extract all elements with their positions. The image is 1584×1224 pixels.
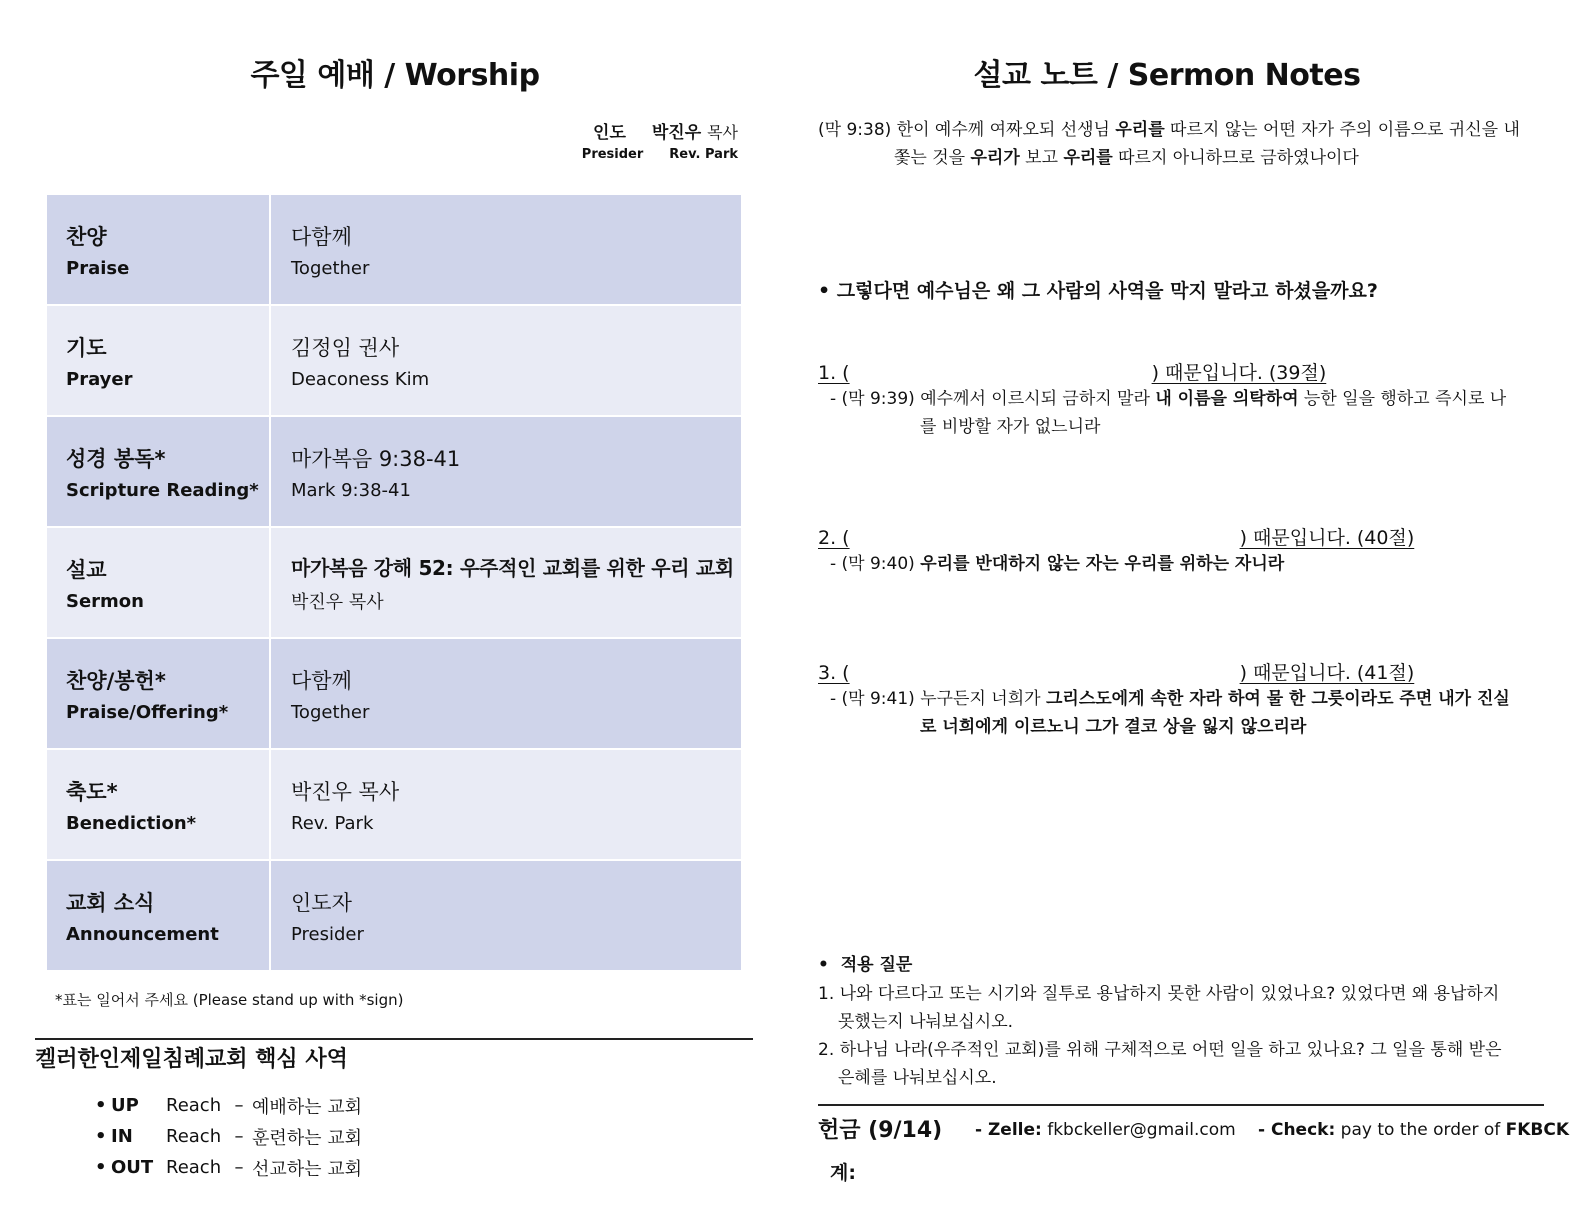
ministry-title: 켈러한인제일침례교회 핵심 사역	[35, 1047, 348, 1072]
order-value-en: Together	[291, 257, 370, 279]
ministry-reach: Reach	[166, 1126, 222, 1147]
sermon-title: 마가복음 강해 52: 우주적인 교회를 위한 우리 교회	[291, 555, 734, 580]
ministry-code: IN	[111, 1126, 133, 1147]
point-verse: - (막 9:39) 예수께서 이르시되 금하지 말라 내 이름을 의탁하여 능한 일을 행하고 즉시로 나 를 비방할 자가 없느니라	[830, 389, 1507, 437]
verse-text: 한이 예수께 여짜오되 선생님	[891, 120, 1116, 140]
order-label-ko: 축도*	[66, 779, 118, 804]
ministry-desc: 선교하는 교회	[252, 1158, 363, 1180]
presider-block	[582, 118, 738, 162]
bullet-icon: •	[818, 955, 841, 975]
table-row	[46, 860, 742, 971]
order-of-worship-table	[45, 193, 743, 972]
list-item	[95, 1152, 362, 1183]
stand-note: *표는 일어서 주세요 (Please stand up with *sign)	[55, 991, 404, 1009]
point-verse: - (막 9:41) 누구든지 너희가 그리스도에게 속한 자라 하여 물 한 그릇이라도 주면 내가 진실 로 너희에게 이르노니 그가 결코 상을 잃지 않으리라	[830, 689, 1510, 737]
ministry-dash: –	[234, 1126, 244, 1147]
presider-label-ko: 인도	[593, 123, 626, 143]
presider-label-en: Presider	[581, 147, 644, 162]
sermon-point-1	[818, 358, 1506, 441]
fill-in-blank: 1. ( ) 때문입니다. (39절)	[818, 362, 1327, 384]
verse-text: 따르지 않는 어떤 자가 주의 이름으로 귀신을 내	[1164, 120, 1520, 140]
order-label-ko: 찬양/봉헌*	[66, 668, 166, 693]
order-value-ko: 김정임 권사	[291, 335, 400, 360]
ministry-reach: Reach	[166, 1157, 222, 1178]
main-question	[818, 276, 1378, 303]
table-row	[46, 527, 742, 638]
zelle-info: - Zelle: fkbckeller@gmail.com	[975, 1120, 1236, 1140]
presider-en	[582, 147, 738, 162]
order-label-en: Benediction*	[66, 812, 197, 834]
presider-ko	[582, 118, 738, 143]
order-label-ko: 설교	[66, 557, 107, 582]
ministry-reach: Reach	[166, 1095, 222, 1116]
table-row	[46, 638, 742, 749]
order-value-en: Presider	[291, 923, 364, 945]
verse-emphasis: 우리가	[970, 148, 1020, 168]
verse-text: 따르지 아니하므로 금하였나이다	[1112, 148, 1359, 168]
list-item: 2. 하나님 나라(우주적인 교회)를 위해 구체적으로 어떤 일을 하고 있나요? 그 일을 통해 받은	[818, 1040, 1502, 1060]
order-label-ko: 교회 소식	[66, 890, 155, 915]
order-label-en: Prayer	[66, 368, 133, 390]
ministry-code: OUT	[111, 1157, 154, 1178]
presider-suffix-ko: 목사	[707, 123, 738, 142]
total-label: 계:	[830, 1162, 856, 1184]
bullet-icon: •	[818, 280, 837, 302]
list-item: 1. 나와 다르다고 또는 시기와 질투로 용납하지 못한 사람이 있었나요? 있었다면 왜 용납하지	[818, 984, 1500, 1004]
order-label-en: Announcement	[66, 923, 219, 945]
list-item	[95, 1121, 362, 1152]
ministry-desc: 훈련하는 교회	[252, 1127, 363, 1149]
fill-in-blank: 3. ( ) 때문입니다. (41절)	[818, 662, 1415, 684]
order-value-ko: 다함께	[291, 668, 352, 693]
list-item-cont: 은혜를 나눠보십시오.	[838, 1068, 997, 1088]
worship-title: 주일 예배 / Worship	[250, 58, 540, 93]
question-text: 그렇다면 예수님은 왜 그 사람의 사역을 막지 말라고 하셨을까요?	[836, 280, 1378, 302]
ministry-code: UP	[111, 1095, 139, 1116]
order-label-ko: 찬양	[66, 224, 107, 249]
verse-text: 쫓는 것을	[894, 148, 971, 168]
order-value-ko: 다함께	[291, 224, 352, 249]
table-row	[46, 749, 742, 860]
application-questions	[818, 980, 1502, 1092]
ministry-dash: –	[234, 1157, 244, 1178]
order-label-en: Praise/Offering*	[66, 701, 229, 723]
order-value-en: Mark 9:38-41	[291, 479, 411, 501]
verse-ref: (막 9:38)	[818, 120, 892, 140]
offering-title: 헌금 (9/14)	[818, 1118, 943, 1143]
table-row	[46, 416, 742, 527]
verse-emphasis: 우리를	[1063, 148, 1113, 168]
check-info: - Check: pay to the order of FKBCK	[1258, 1120, 1570, 1140]
point-verse: - (막 9:40) 우리를 반대하지 않는 자는 우리를 위하는 자니라	[830, 554, 1285, 574]
order-value-en: Rev. Park	[291, 812, 374, 834]
sermon-notes-title: 설교 노트 / Sermon Notes	[973, 58, 1361, 93]
presider-name-en: Rev. Park	[669, 147, 738, 162]
order-label-en: Scripture Reading*	[66, 479, 259, 501]
verse-emphasis: 우리를	[1115, 120, 1165, 140]
sermon-point-3	[818, 658, 1510, 741]
order-value-en: Deaconess Kim	[291, 368, 430, 390]
ministry-dash: –	[234, 1095, 244, 1116]
order-label-ko: 성경 봉독*	[66, 446, 166, 471]
divider	[35, 1038, 753, 1040]
verse-text: 보고	[1019, 148, 1064, 168]
presider-name-ko: 박진우	[651, 123, 702, 143]
intro-verse	[818, 116, 1520, 172]
ministry-list	[95, 1090, 362, 1183]
divider	[818, 1104, 1544, 1106]
bullet-icon: •	[95, 1157, 107, 1178]
table-row	[46, 194, 742, 305]
order-value-ko: 박진우 목사	[291, 779, 400, 804]
order-label-ko: 기도	[66, 335, 107, 360]
application-heading: • 적용 질문	[818, 955, 913, 975]
order-value-en: Together	[291, 701, 370, 723]
table-row	[46, 305, 742, 416]
fill-in-blank: 2. ( ) 때문입니다. (40절)	[818, 527, 1415, 549]
order-value-en: 박진우 목사	[291, 591, 384, 613]
order-label-en: Sermon	[66, 590, 144, 612]
ministry-desc: 예배하는 교회	[252, 1096, 363, 1118]
order-label-en: Praise	[66, 257, 130, 279]
order-value-ko: 마가복음 9:38-41	[291, 446, 461, 471]
bullet-icon: •	[95, 1126, 107, 1147]
list-item-cont: 못했는지 나눠보십시오.	[838, 1012, 1014, 1032]
bullet-icon: •	[95, 1095, 107, 1116]
order-value-ko: 인도자	[291, 890, 352, 915]
list-item	[95, 1090, 362, 1121]
sermon-point-2	[818, 523, 1414, 578]
